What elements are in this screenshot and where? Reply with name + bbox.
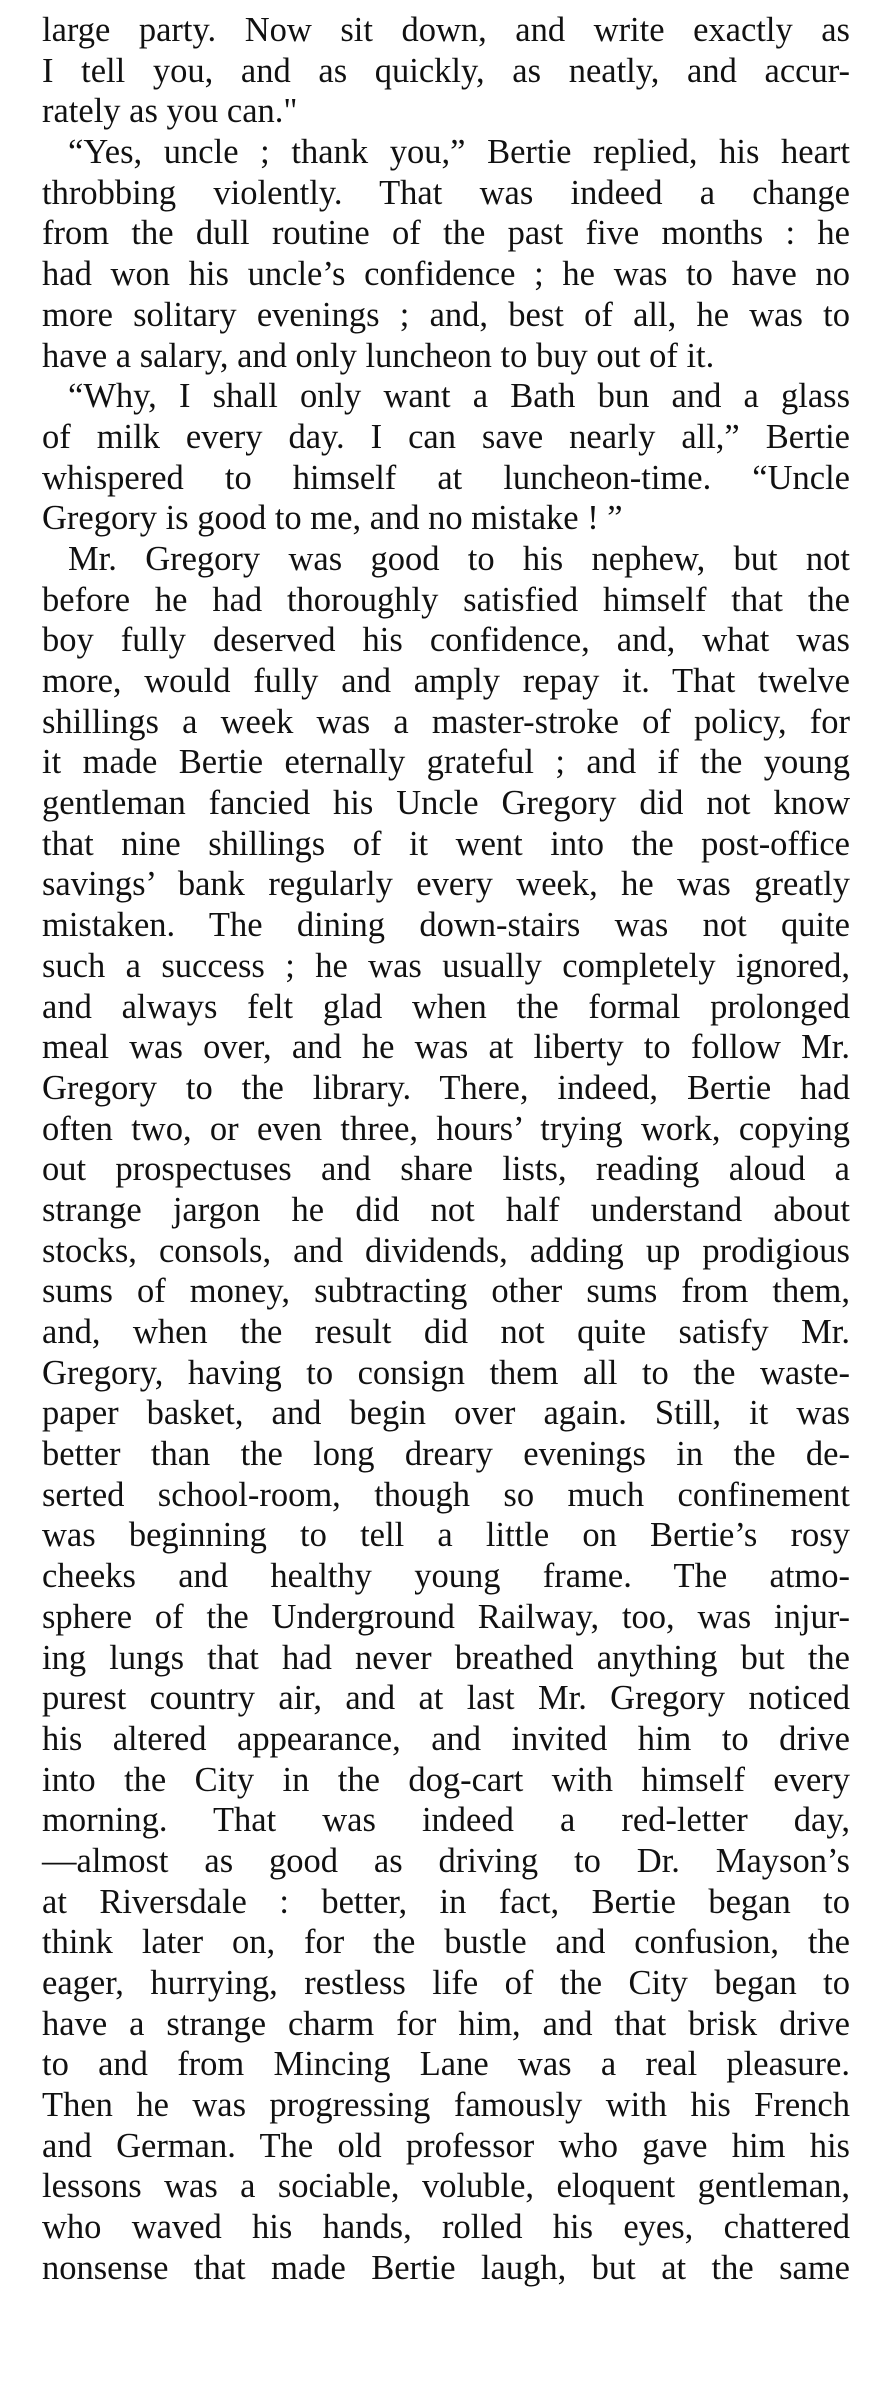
text-line: morning. That was indeed a red-letter day, bbox=[42, 1801, 850, 1840]
text-line: his altered appearance, and invited him to drive bbox=[42, 1719, 850, 1758]
text-line: and always felt glad when the formal prolonged bbox=[42, 987, 850, 1026]
text-line: Then he was progressing famously with his French bbox=[42, 2086, 850, 2125]
text-line: of milk every day. I can save nearly all,” Bertie bbox=[42, 417, 850, 456]
text-line: before he had thoroughly satisfied himself that the bbox=[42, 580, 850, 619]
text-line: from the dull routine of the past five months : he bbox=[42, 214, 850, 253]
text-line: paper basket, and begin over again. Still, it was bbox=[42, 1394, 850, 1433]
text-line: have a salary, and only luncheon to buy out of it. bbox=[42, 336, 715, 375]
text-line: “Why, I shall only want a Bath bun and a glass bbox=[68, 377, 850, 416]
text-line: ing lungs that had never breathed anything but the bbox=[42, 1638, 850, 1677]
text-line: that nine shillings of it went into the post-office bbox=[42, 824, 850, 863]
text-line: such a success ; he was usually completely ignored, bbox=[42, 946, 850, 985]
text-line: shillings a week was a master-stroke of policy, for bbox=[42, 702, 850, 741]
text-line: strange jargon he did not half understand about bbox=[42, 1190, 850, 1229]
text-line: out prospectuses and share lists, reading aloud a bbox=[42, 1150, 850, 1189]
text-line: into the City in the dog-cart with himself every bbox=[42, 1760, 850, 1799]
text-line: Gregory is good to me, and no mistake ! ” bbox=[42, 499, 623, 538]
text-line: Mr. Gregory was good to his nephew, but not bbox=[68, 539, 850, 578]
text-line: sphere of the Underground Railway, too, was injur- bbox=[42, 1597, 850, 1636]
text-line: throbbing violently. That was indeed a change bbox=[42, 173, 850, 212]
body-text bbox=[42, 10, 850, 2289]
text-line: had won his uncle’s confidence ; he was to have no bbox=[42, 255, 850, 294]
text-line: —almost as good as driving to Dr. Mayson’s bbox=[42, 1841, 850, 1880]
text-line: whispered to himself at luncheon-time. “Uncle bbox=[42, 458, 850, 497]
text-line: at Riversdale : better, in fact, Bertie began to bbox=[42, 1882, 850, 1921]
paragraph bbox=[42, 10, 850, 132]
text-line: rately as you can." bbox=[42, 92, 298, 131]
text-line: was beginning to tell a little on Bertie’s rosy bbox=[42, 1516, 850, 1555]
text-line: Gregory, having to consign them all to the waste- bbox=[42, 1353, 850, 1392]
text-line: Gregory to the library. There, indeed, Bertie had bbox=[42, 1068, 850, 1107]
text-line: I tell you, and as quickly, as neatly, and accur- bbox=[42, 51, 850, 90]
text-line: think later on, for the bustle and confusion, the bbox=[42, 1923, 850, 1962]
paragraph bbox=[42, 539, 850, 2289]
text-line: nonsense that made Bertie laugh, but at the same bbox=[42, 2248, 850, 2287]
text-line: large party. Now sit down, and write exactly as bbox=[42, 11, 850, 49]
text-line: better than the long dreary evenings in the de- bbox=[42, 1435, 850, 1474]
text-line: meal was over, and he was at liberty to follow Mr. bbox=[42, 1028, 850, 1067]
text-line: “Yes, uncle ; thank you,” Bertie replied, his heart bbox=[68, 133, 850, 172]
paragraph bbox=[42, 376, 850, 539]
text-line: eager, hurrying, restless life of the City began to bbox=[42, 1964, 850, 2002]
text-line: have a strange charm for him, and that brisk drive bbox=[42, 2004, 850, 2043]
text-line: and German. The old professor who gave him his bbox=[42, 2126, 850, 2165]
text-line: to and from Mincing Lane was a real pleasure. bbox=[42, 2045, 850, 2084]
text-line: boy fully deserved his confidence, and, what was bbox=[42, 621, 850, 660]
paragraph bbox=[42, 132, 850, 376]
text-line: and, when the result did not quite satisfy Mr. bbox=[42, 1313, 850, 1351]
text-line: gentleman fancied his Uncle Gregory did not know bbox=[42, 784, 850, 823]
text-line: lessons was a sociable, voluble, eloquent gentleman, bbox=[42, 2167, 850, 2206]
text-line: more solitary evenings ; and, best of all, he was to bbox=[42, 295, 850, 334]
text-line: purest country air, and at last Mr. Gregory noticed bbox=[42, 1679, 850, 1718]
text-line: serted school-room, though so much confinement bbox=[42, 1475, 850, 1514]
text-line: who waved his hands, rolled his eyes, chattered bbox=[42, 2208, 850, 2247]
text-line: cheeks and healthy young frame. The atmo- bbox=[42, 1557, 850, 1596]
text-line: stocks, consols, and dividends, adding up prodigious bbox=[42, 1231, 850, 1270]
text-line: savings’ bank regularly every week, he was greatly bbox=[42, 865, 850, 904]
text-line: mistaken. The dining down-stairs was not quite bbox=[42, 906, 850, 945]
text-line: sums of money, subtracting other sums from them, bbox=[42, 1272, 850, 1311]
text-line: more, would fully and amply repay it. That twelve bbox=[42, 662, 850, 700]
text-line: it made Bertie eternally grateful ; and if the young bbox=[42, 743, 850, 782]
text-line: often two, or even three, hours’ trying work, copying bbox=[42, 1109, 850, 1148]
